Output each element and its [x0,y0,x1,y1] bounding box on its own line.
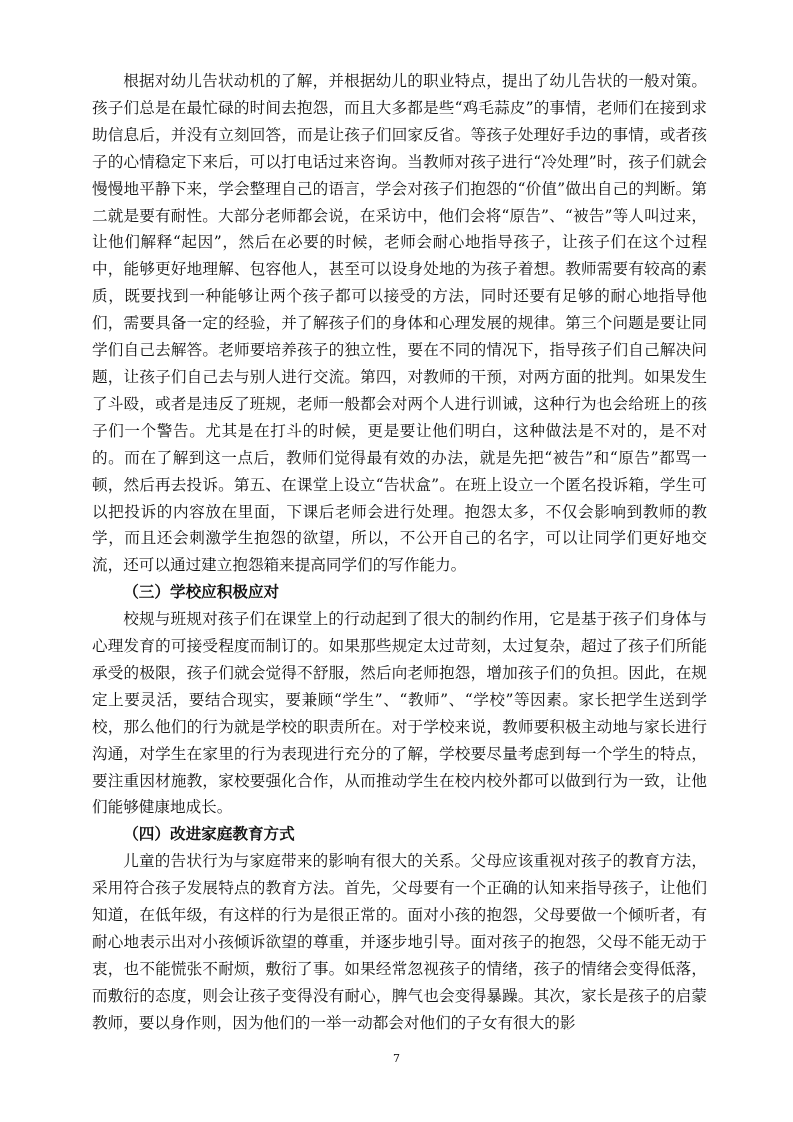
paragraph-school: 校规与班规对孩子们在课堂上的行动起到了很大的制约作用，它是基于孩子们身体与心理发育的可接受程度而制订的。如果那些规定太过苛刻，太过复杂，超过了孩子们所能承受的极限，孩子们就会觉得不舒服，然后向老师抱怨，增加孩子们的负担。因此，在规定上要灵活，要结合现实，要兼顾“学生”、“教师”、“学校”等因素。家长把学生送到学校，那么他们的行为就是学校的职责所在。对于学校来说，教师要积极主动地与家长进行沟通，对学生在家里的行为表现进行充分的了解，学校要尽量考虑到每一个学生的特点，要注重因材施教，家校要强化合作，从而推动学生在校内校外都可以做到行为一致，让他们能够健康地成长。 [92,610,707,817]
document-body [92,68,707,1037]
section-heading-school: （三）学校应积极应对 [123,583,280,602]
section-heading-family: （四）改进家庭教育方式 [123,825,295,844]
paragraph-family: 儿童的告状行为与家庭带来的影响有很大的关系。父母应该重视对孩子的教育方法，采用符合孩子发展特点的教育方法。首先，父母要有一个正确的认知来指导孩子，让他们知道，在低年级，有这样的行为是很正常的。面对小孩的抱怨，父母要做一个倾听者，有耐心地表示出对小孩倾诉欲望的尊重，并逐步地引导。面对孩子的抱怨，父母不能无动于衷，也不能慌张不耐烦，敷衍了事。如果经常忽视孩子的情绪，孩子的情绪会变得低落，而敷衍的态度，则会让孩子变得没有耐心，脾气也会变得暴躁。其次，家长是孩子的启蒙教师，要以身作则，因为他们的一举一动都会对他们的子女有很大的影 [92,852,707,1032]
page-number: 7 [393,1052,400,1065]
paragraph-countermeasures: 根据对幼儿告状动机的了解，并根据幼儿的职业特点，提出了幼儿告状的一般对策。孩子们总是在最忙碌的时间去抱怨，而且大多都是些“鸡毛蒜皮”的事情，老师们在接到求助信息后，并没有立刻回答，而是让孩子们回家反省。等孩子处理好手边的事情，或者孩子的心情稳定下来后，可以打电话过来咨询。当教师对孩子进行“冷处理”时，孩子们就会慢慢地平静下来，学会整理自己的语言，学会对孩子们抱怨的“价值”做出自己的判断。第二就是要有耐性。大部分老师都会说，在采访中，他们会将“原告”、“被告”等人叫过来，让他们解释“起因”，然后在必要的时候，老师会耐心地指导孩子，让孩子们在这个过程中，能够更好地理解、包容他人，甚至可以设身处地的为孩子着想。教师需要有较高的素质，既要找到一种能够让两个孩子都可以接受的方法，同时还要有足够的耐心地指导他们，需要具备一定的经验，并了解孩子们的身体和心理发展的规律。第三个问题是要让同学们自己去解答。老师要培养孩子的独立性，要在不同的情况下，指导孩子们自己解决问题，让孩子们自己去与别人进行交流。第四，对教师的干预，对两方面的批判。如果发生了斗殴，或者是违反了班规，老师一般都会对两个人进行训诫，这种行为也会给班上的孩子们一个警告。尤其是在打斗的时候，更是要让他们明白，这种做法是不对的，是不对的。而在了解到这一点后，教师们觉得最有效的办法，就是先把“被告”和“原告”都骂一顿，然后再去投诉。第五、在课堂上设立“告状盒”。在班上设立一个匿名投诉箱，学生可以把投诉的内容放在里面，下课后老师会进行处理。抱怨太多，不仅会影响到教师的教学，而且还会刺激学生抱怨的欲望，所以，不公开自己的名字，可以让同学们更好地交流，还可以通过建立抱怨箱来提高同学们的写作能力。 [92,72,707,575]
